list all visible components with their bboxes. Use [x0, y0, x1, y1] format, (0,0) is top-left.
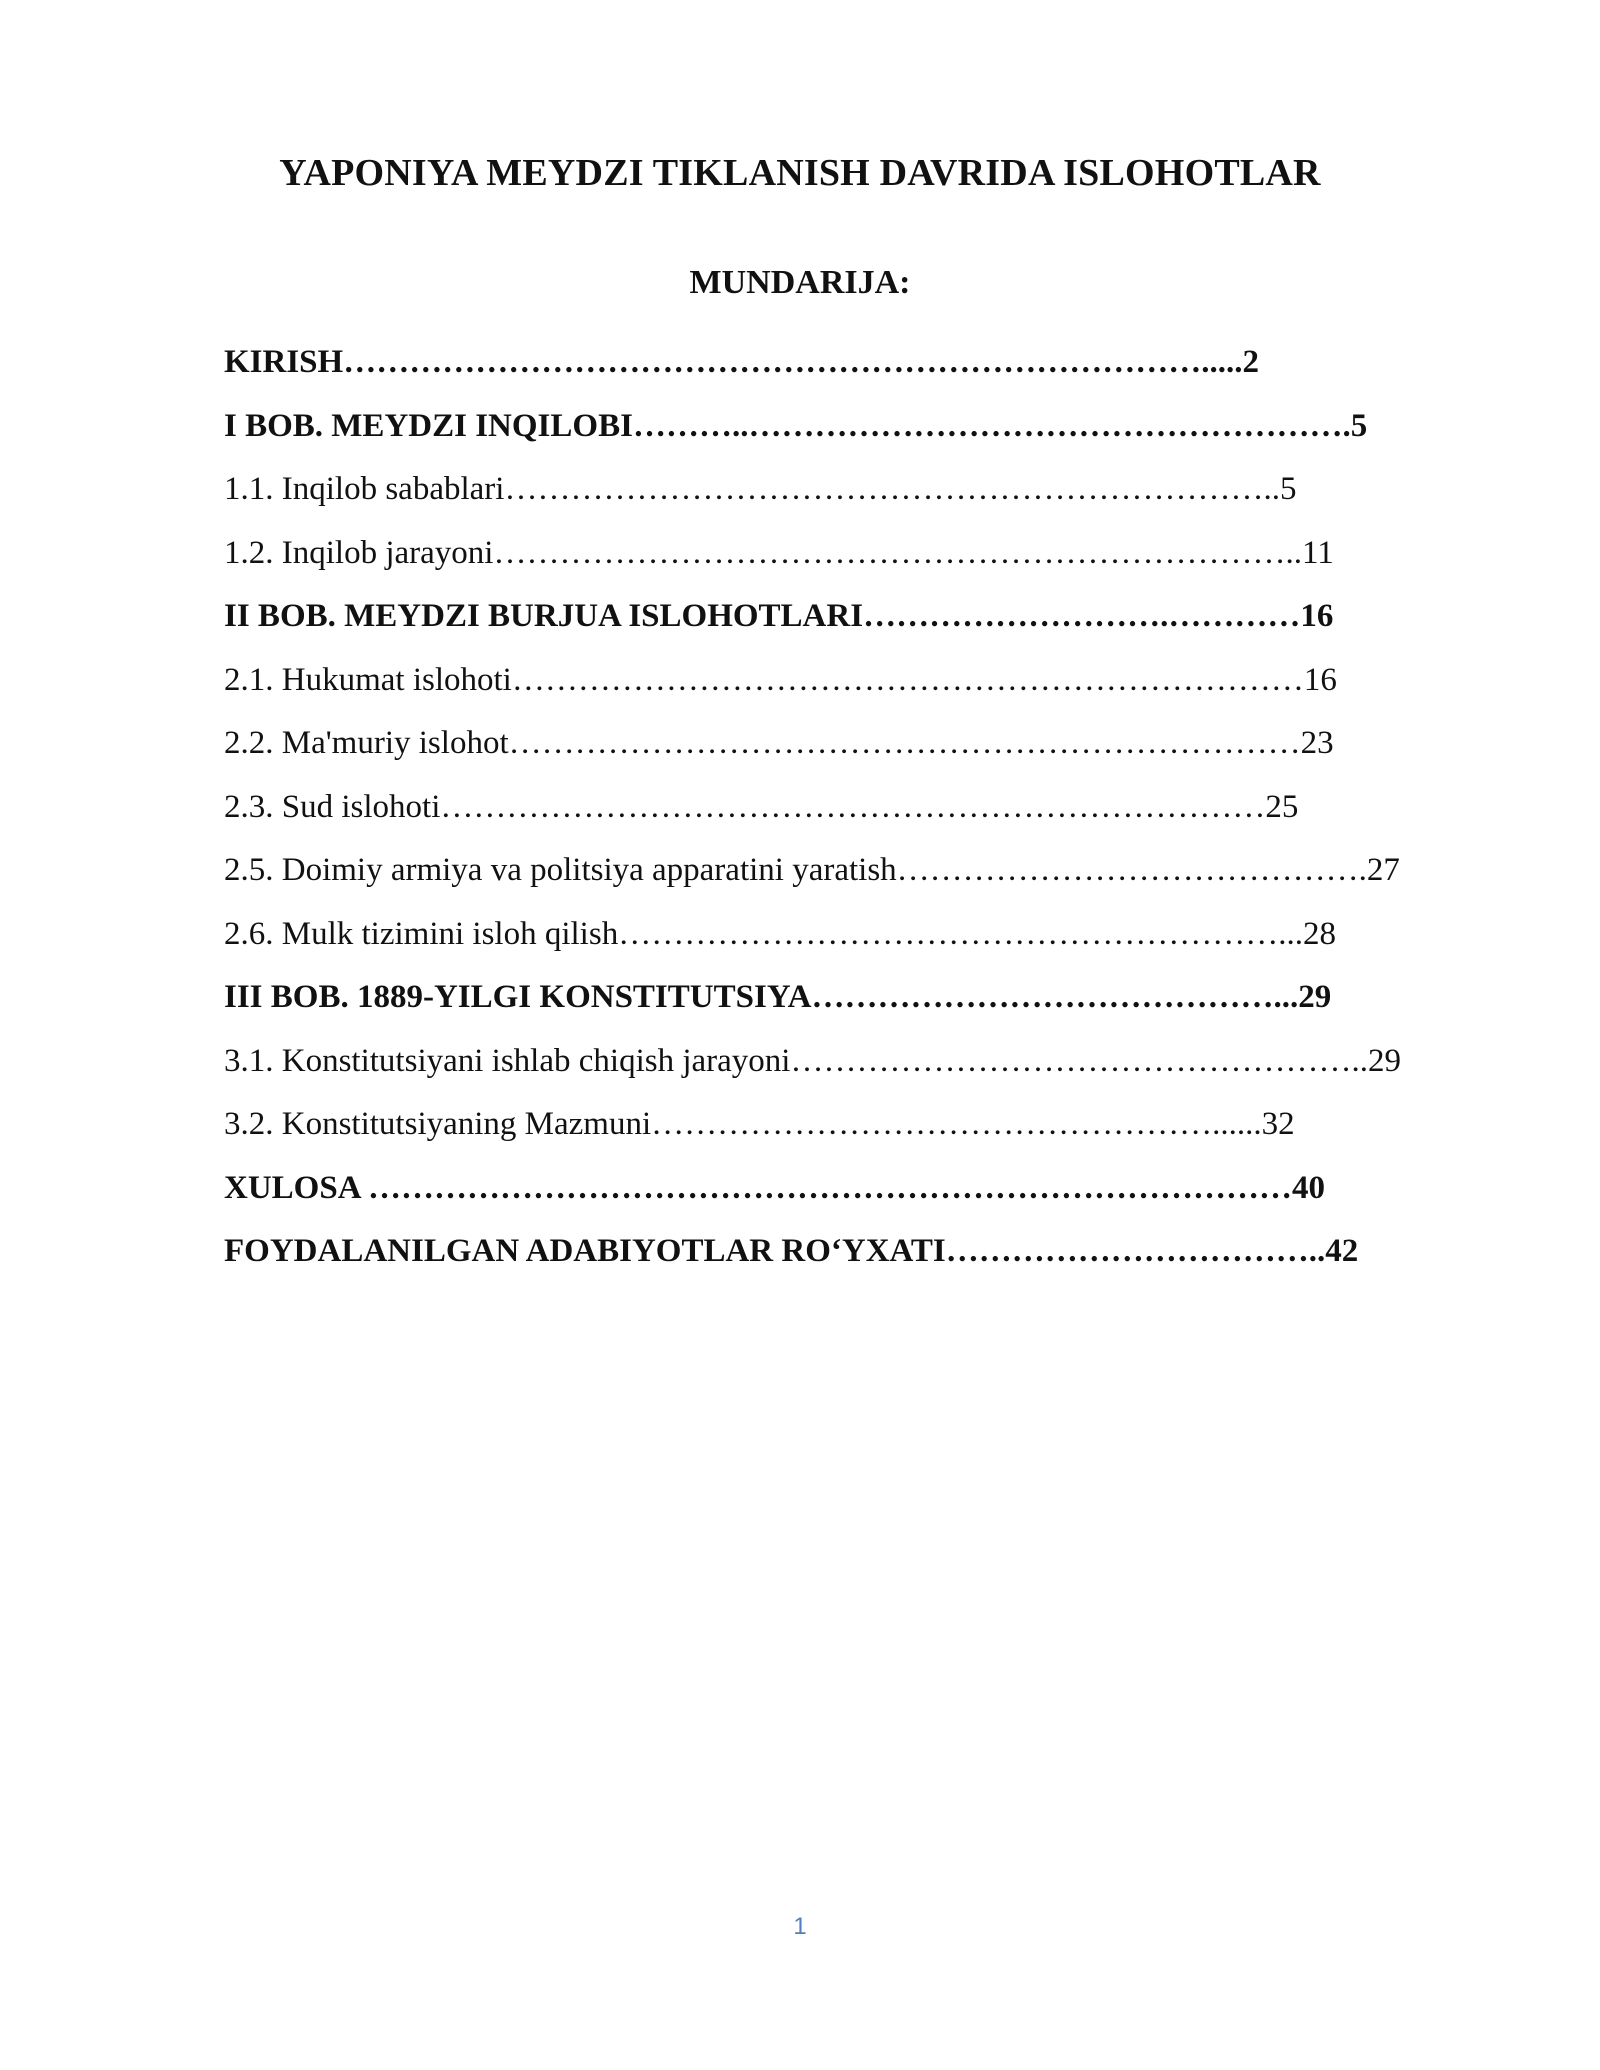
toc-entry-page-number: 29	[1367, 1042, 1401, 1079]
toc-entry	[224, 721, 1494, 785]
toc-entry-page-number: 28	[1302, 915, 1336, 952]
toc-entry-page-number: 40	[1291, 1169, 1325, 1206]
toc-entry-page-number: 16	[1300, 598, 1334, 634]
toc-entry	[224, 531, 1494, 595]
toc-entry-leader: …………………………………….	[896, 852, 1367, 888]
toc-entry-leader: ……………………………………...	[811, 979, 1299, 1015]
toc-entry-leader: ………..……………………………………………….	[632, 407, 1351, 444]
toc-entry	[224, 467, 1494, 531]
toc-entry-page-number: 29	[1298, 979, 1332, 1015]
toc-entry	[224, 1039, 1494, 1103]
toc-entry-page-number: 27	[1366, 852, 1400, 888]
toc-entry-page-number: 11	[1301, 534, 1334, 571]
toc-entry-leader: ………………………………………………………………	[508, 725, 1301, 761]
toc-entry-label: 2.5. Doimiy armiya va politsiya apparatini yaratish	[224, 852, 897, 888]
toc-entry	[224, 404, 1494, 468]
toc-entry-label: 1.1. Inqilob sabablari	[224, 471, 505, 507]
toc-entry-label: KIRISH	[224, 344, 344, 380]
toc-entry-label: 3.1. Konstitutsiyani ishlab chiqish jarayoni	[224, 1042, 791, 1079]
toc-entry	[224, 1166, 1494, 1230]
toc-entry-label: XULOSA	[224, 1169, 368, 1206]
toc-entry	[224, 594, 1494, 658]
toc-entry-leader: ……………………………………………..	[790, 1042, 1368, 1079]
page-number: 1	[793, 1913, 807, 1940]
toc-entry-leader: ………………………………………………………………..	[493, 534, 1302, 571]
toc-entry	[224, 1229, 1494, 1293]
toc-entry-label: 2.2. Ma'muriy islohot	[224, 725, 509, 761]
toc-entry	[224, 785, 1494, 849]
toc-entry	[224, 658, 1494, 722]
toc-entry-page-number: 42	[1325, 1233, 1359, 1269]
toc-entry-leader: ………………………………………………………………	[511, 661, 1304, 698]
toc-entry	[224, 340, 1494, 404]
toc-entry-leader: ……………………………………………......	[651, 1106, 1262, 1142]
toc-entry	[224, 912, 1494, 976]
toc-entry-leader: …………………………………………………………………	[440, 788, 1266, 825]
toc-entry-label: 3.2. Konstitutsiyaning Mazmuni	[224, 1106, 652, 1142]
toc-entry-label: 2.1. Hukumat islohoti	[224, 661, 512, 698]
toc-entry-page-number: 23	[1300, 725, 1334, 761]
toc-entry-leader: ……………………………………………………………..	[504, 471, 1280, 507]
toc-entry-label: 1.2. Inqilob jarayoni	[224, 534, 494, 571]
toc-entry	[224, 975, 1494, 1039]
toc-entry-label: 2.3. Sud islohoti	[224, 788, 441, 825]
toc-entry-leader: ……………………………………………………...	[618, 915, 1303, 952]
toc-entry-leader: …………………………………………………………………….....	[343, 344, 1243, 380]
toc-entry-page-number: 16	[1303, 661, 1337, 698]
toc-entry-page-number: 32	[1261, 1106, 1295, 1142]
toc-entry	[224, 1102, 1494, 1166]
toc-entry-page-number: 2	[1242, 344, 1259, 380]
toc-entry-label: I BOB. MEYDZI INQILOBI	[224, 407, 633, 444]
document-title: YAPONIYA MEYDZI TIKLANISH DAVRIDA ISLOHOTLAR	[279, 152, 1321, 194]
toc-entry-label: III BOB. 1889-YILGI KONSTITUTSIYA	[224, 979, 812, 1015]
toc-heading: MUNDARIJA:	[689, 264, 911, 301]
toc-entry-page-number: 5	[1279, 471, 1297, 507]
toc-entry-label: II BOB. MEYDZI BURJUA ISLOHOTLARI	[224, 598, 864, 634]
toc-entry	[224, 848, 1494, 912]
toc-entry-page-number: 25	[1265, 788, 1299, 825]
toc-entry-label: FOYDALANILGAN ADABIYOTLAR RO‘YXATI	[224, 1233, 946, 1269]
toc-entry-leader: ……………………….…………	[863, 598, 1301, 634]
toc-entry-page-number: 5	[1350, 407, 1368, 444]
toc-entry-leader: …………………………………………………………………………	[367, 1169, 1292, 1206]
table-of-contents	[224, 340, 1494, 1293]
toc-entry-leader: ……………………………..	[945, 1233, 1326, 1269]
toc-entry-label: 2.6. Mulk tizimini isloh qilish	[224, 915, 619, 952]
